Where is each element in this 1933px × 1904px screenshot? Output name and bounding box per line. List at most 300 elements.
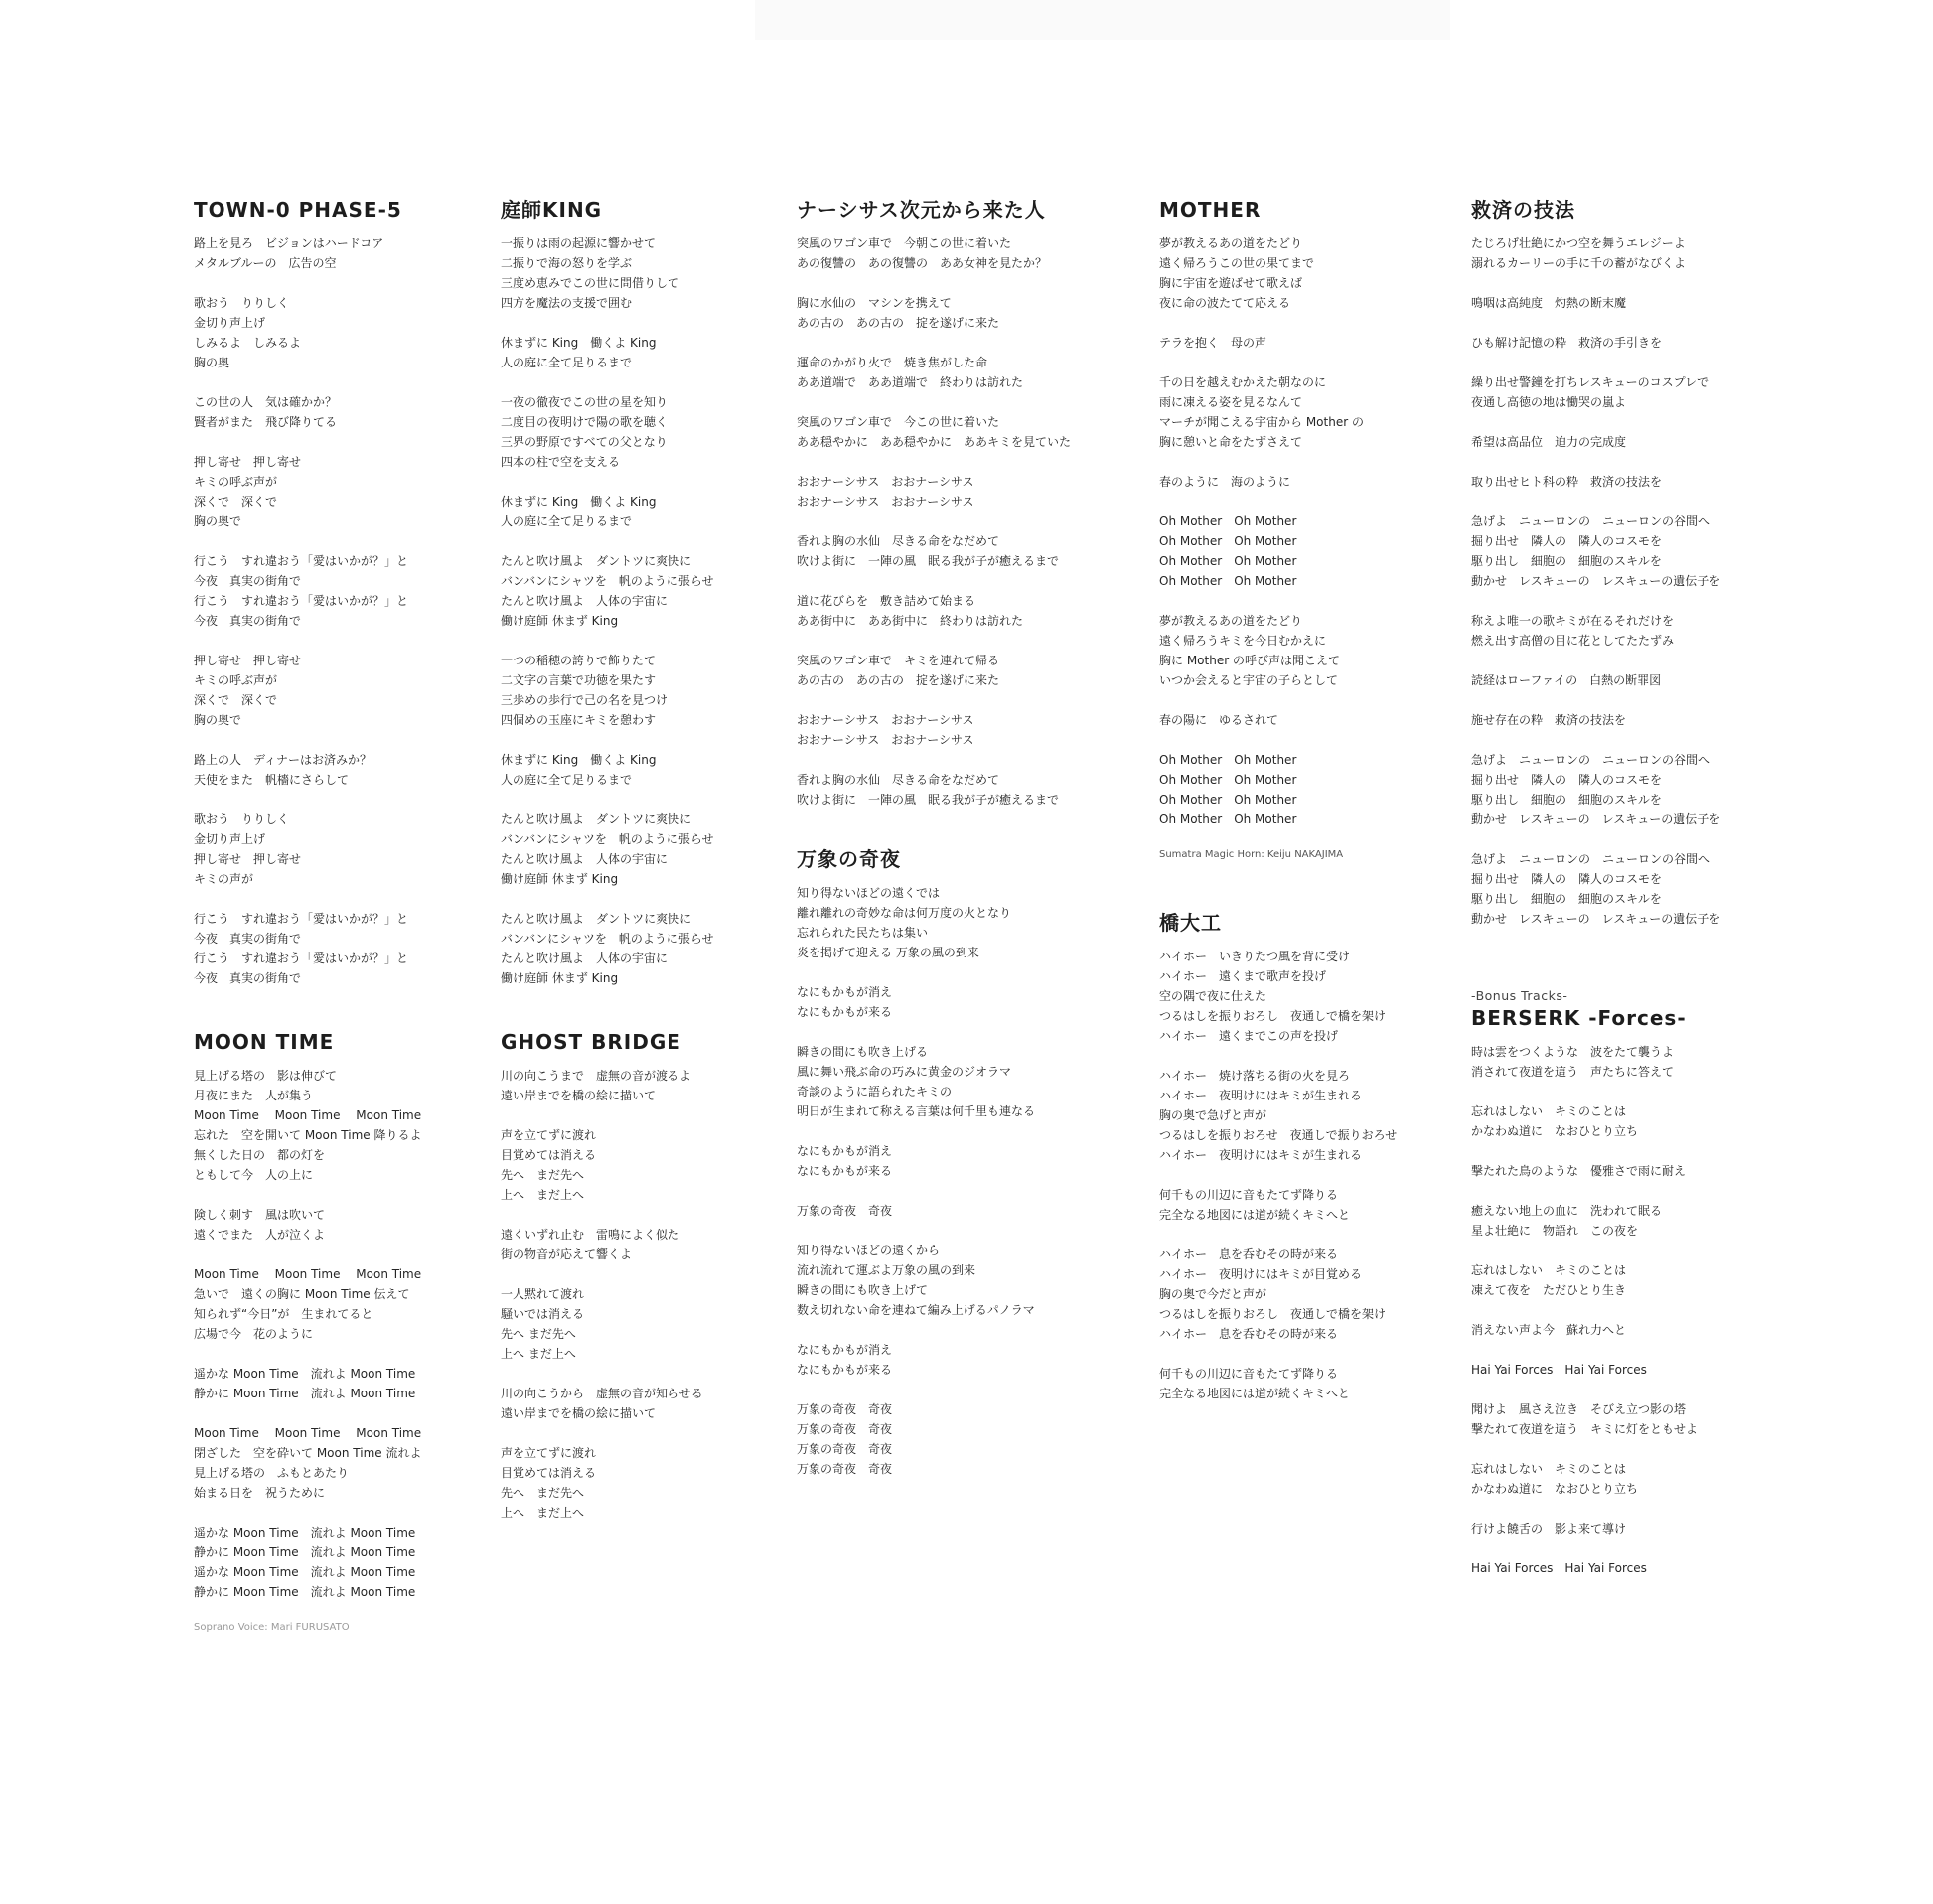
lyric-stanza bbox=[194, 809, 408, 889]
lyric-stanza bbox=[1471, 472, 1720, 492]
lyric-line: 雨に凍える姿を見るなんて bbox=[1159, 395, 1303, 409]
lyric-stanza bbox=[797, 1340, 1035, 1380]
lyric-line: 希望は高品位 迫力の完成度 bbox=[1471, 435, 1627, 449]
lyric-stanza bbox=[1471, 1101, 1698, 1141]
lyric-stanza bbox=[797, 1201, 1035, 1221]
lyric-line: 声を立てずに渡れ bbox=[501, 1446, 597, 1460]
lyric-stanza bbox=[1471, 1519, 1698, 1538]
lyric-line: テラを抱く 母の声 bbox=[1159, 336, 1267, 350]
lyric-line: 広場で今 花のように bbox=[194, 1327, 314, 1341]
song-kyuusai-no-gihou bbox=[1471, 197, 1720, 949]
lyric-line: 忘れられた民たちは集い bbox=[797, 926, 929, 940]
lyric-line: ハイホー 夜明けにはキミが目覚める bbox=[1159, 1267, 1363, 1281]
lyric-stanza bbox=[797, 770, 1071, 809]
lyric-line: あの古の あの古の 掟を遂げに来た bbox=[797, 673, 1000, 687]
lyric-line: 掘り出せ 隣人の 隣人のコスモを bbox=[1471, 872, 1663, 886]
lyric-stanza bbox=[501, 1225, 703, 1264]
lyric-line: Moon Time Moon Time Moon Time bbox=[194, 1108, 422, 1122]
lyric-stanza bbox=[194, 233, 408, 273]
lyric-line: 目覚めては消える bbox=[501, 1148, 597, 1162]
lyric-line: 動かせ レスキューの レスキューの遺伝子を bbox=[1471, 912, 1721, 926]
lyric-line: 吹けよ街に 一陣の風 眠る我が子が癒えるまで bbox=[797, 793, 1060, 806]
lyric-line: 瞬きの間にも吹き上げる bbox=[797, 1045, 929, 1059]
lyric-line: 深くで 深くで bbox=[194, 495, 278, 509]
lyric-stanza bbox=[1159, 512, 1364, 591]
lyric-line: 急げよ ニューロンの ニューロンの谷間へ bbox=[1471, 852, 1710, 866]
lyric-line: 胸の奥 bbox=[194, 356, 230, 369]
lyric-line: 路上を見ろ ビジョンはハードコア bbox=[194, 236, 384, 250]
lyric-line: 押し寄せ 押し寄せ bbox=[194, 654, 302, 667]
lyric-line: 休まずに King 働くよ King bbox=[501, 336, 657, 350]
lyric-line: 夢が教えるあの道をたどり bbox=[1159, 614, 1303, 628]
lyric-line: 今夜 真実の街角で bbox=[194, 932, 302, 946]
lyric-stanza bbox=[797, 293, 1071, 333]
lyric-stanza bbox=[1471, 1399, 1698, 1439]
song-town-0-phase-5 bbox=[194, 197, 408, 1008]
lyric-line: 深くで 深くで bbox=[194, 693, 278, 707]
lyric-line: おおナーシサス おおナーシサス bbox=[797, 475, 974, 489]
lyric-line: 四個めの玉座にキミを憩わす bbox=[501, 713, 657, 727]
lyric-stanza bbox=[1471, 1360, 1698, 1380]
lyric-line: 二度目の夜明けで陽の歌を聴く bbox=[501, 415, 669, 429]
lyric-stanza bbox=[797, 353, 1071, 392]
lyric-line: 凍えて夜を ただひとり生き bbox=[1471, 1283, 1627, 1297]
lyric-line: 胸に水仙の マシンを携えて bbox=[797, 296, 952, 310]
lyric-line: Moon Time Moon Time Moon Time bbox=[194, 1426, 422, 1440]
lyric-line: ああ道端で ああ道端で 終わりは訪れた bbox=[797, 375, 1024, 389]
lyric-line: 行こう すれ違おう「愛はいかが？」と bbox=[194, 952, 409, 965]
song-title: TOWN-0 PHASE-5 bbox=[194, 198, 402, 221]
lyric-line: この世の人 気は確かか？ bbox=[194, 395, 338, 409]
lyric-stanza bbox=[501, 809, 714, 889]
lyric-line: 川の向こうまで 虚無の音が渡るよ bbox=[501, 1069, 692, 1083]
lyric-line: 一人黙れて渡れ bbox=[501, 1287, 585, 1301]
lyric-line: 金切り声上げ bbox=[194, 316, 266, 330]
lyric-stanza bbox=[797, 651, 1071, 690]
lyric-line: 燃え出す高僧の目に花としてたたずみ bbox=[1471, 634, 1675, 648]
lyric-line: 上へ まだ上へ bbox=[501, 1188, 585, 1202]
song-berserk-forces bbox=[1471, 987, 1698, 1598]
lyric-line: 掘り出せ 隣人の 隣人のコスモを bbox=[1471, 773, 1663, 787]
lyric-stanza bbox=[1471, 1260, 1698, 1300]
lyric-line: 声を立てずに渡れ bbox=[501, 1128, 597, 1142]
lyric-stanza bbox=[1159, 472, 1364, 492]
lyric-line: 街の物音が応えて響くよ bbox=[501, 1247, 633, 1261]
lyric-line: 今夜 真実の街角で bbox=[194, 574, 302, 588]
lyric-line: 胸の奥で bbox=[194, 514, 242, 528]
lyric-stanza bbox=[1471, 512, 1720, 591]
lyric-stanza bbox=[1471, 233, 1720, 273]
lyric-stanza bbox=[1471, 710, 1720, 730]
lyric-line: ハイホー 息を呑むその時が来る bbox=[1159, 1327, 1339, 1341]
lyric-line: 道に花びらを 敷き詰めて始まる bbox=[797, 594, 976, 608]
lyric-line: 今夜 真実の街角で bbox=[194, 614, 302, 628]
lyric-stanza bbox=[501, 1066, 703, 1105]
lyric-line: 吹けよ街に 一陣の風 眠る我が子が癒えるまで bbox=[797, 554, 1060, 568]
lyric-line: 遠い岸までを橋の絵に描いて bbox=[501, 1089, 657, 1102]
lyric-stanza bbox=[1159, 947, 1397, 1046]
lyric-stanza bbox=[797, 982, 1035, 1022]
lyric-line: 無くした日の 都の灯を bbox=[194, 1148, 326, 1162]
lyric-line: 静かに Moon Time 流れよ Moon Time bbox=[194, 1585, 416, 1599]
lyric-line: 歌おう りりしく bbox=[194, 812, 290, 826]
song-ghost-bridge bbox=[501, 1029, 703, 1542]
lyric-line: 閉ざした 空を砕いて Moon Time 流れよ bbox=[194, 1446, 422, 1460]
lyric-stanza bbox=[1159, 1364, 1397, 1403]
lyric-line: あの復讐の あの復讐の ああ女神を見たか？ bbox=[797, 256, 1048, 270]
lyric-line: 忘れはしない キミのことは bbox=[1471, 1462, 1627, 1476]
song-title: MOON TIME bbox=[194, 1030, 335, 1054]
lyric-line: 撃たれて夜道を這う キミに灯をともせよ bbox=[1471, 1422, 1699, 1436]
lyric-line: 取り出せヒト科の粋 救済の技法を bbox=[1471, 475, 1663, 489]
lyric-line: 何千もの川辺に音もたてず降りる bbox=[1159, 1188, 1339, 1202]
lyric-line: Hai Yai Forces Hai Yai Forces bbox=[1471, 1363, 1647, 1377]
lyric-line: 運命のかがり火で 焼き焦がした命 bbox=[797, 356, 988, 369]
lyric-stanza bbox=[194, 551, 408, 631]
lyric-stanza bbox=[797, 710, 1071, 750]
lyric-line: かなわぬ道に なおひとり立ち bbox=[1471, 1124, 1639, 1138]
lyric-line: キミの呼ぶ声が bbox=[194, 475, 278, 489]
lyric-stanza bbox=[797, 233, 1071, 273]
song-title: 庭師KING bbox=[501, 198, 603, 221]
lyric-line: 香れよ胸の水仙 尽きる命をなだめて bbox=[797, 534, 1000, 548]
lyric-stanza bbox=[501, 1384, 703, 1423]
lyric-line: 奇談のように語られたキミの bbox=[797, 1085, 953, 1098]
lyric-line: 騒いでは消える bbox=[501, 1307, 585, 1321]
lyric-line: なにもかもが来る bbox=[797, 1363, 893, 1377]
lyric-line: 胸の奥で bbox=[194, 713, 242, 727]
lyric-line: なにもかもが消え bbox=[797, 1343, 893, 1357]
top-scan-shadow bbox=[755, 0, 1450, 40]
lyric-line: 突風のワゴン車で キミを連れて帰る bbox=[797, 654, 1000, 667]
lyric-line: 遠い岸までを橋の絵に描いて bbox=[501, 1406, 657, 1420]
lyric-stanza bbox=[797, 531, 1071, 571]
lyric-line: なにもかもが来る bbox=[797, 1005, 893, 1019]
lyric-line: 星よ壮絶に 物語れ この夜を bbox=[1471, 1224, 1639, 1238]
lyric-line: 繰り出せ警鐘を打ちレスキューのコスプレで bbox=[1471, 375, 1710, 389]
lyric-line: 千の日を越えむかえた朝なのに bbox=[1159, 375, 1327, 389]
lyric-line: ああ街中に ああ街中に 終わりは訪れた bbox=[797, 614, 1024, 628]
lyric-stanza bbox=[797, 591, 1071, 631]
lyric-line: メタルブルーの 広告の空 bbox=[194, 256, 337, 270]
lyric-line: 金切り声上げ bbox=[194, 832, 266, 846]
lyric-line: 忘れはしない キミのことは bbox=[1471, 1263, 1627, 1277]
lyric-line: 上へ まだ上へ bbox=[501, 1506, 585, 1520]
lyric-stanza bbox=[1159, 1066, 1397, 1165]
lyric-line: 撃たれた鳥のような 優雅さで雨に耐え bbox=[1471, 1164, 1687, 1178]
lyric-line: たんと吹け風よ ダントツに爽快に bbox=[501, 812, 692, 826]
lyric-line: 聞けよ 風さえ泣き そびえ立つ影の塔 bbox=[1471, 1402, 1687, 1416]
lyric-line: 遠く帰ろうキミを今日むかえに bbox=[1159, 634, 1327, 648]
lyric-line: 春の陽に ゆるされて bbox=[1159, 713, 1279, 727]
lyric-stanza bbox=[1471, 670, 1720, 690]
song-mother bbox=[1159, 197, 1364, 860]
lyric-line: 急げよ ニューロンの ニューロンの谷間へ bbox=[1471, 514, 1710, 528]
lyric-stanza bbox=[194, 1364, 421, 1403]
lyric-line: 賢者がまた 飛び降りてる bbox=[194, 415, 338, 429]
lyric-line: 風に舞い飛ぶ命の巧みに黄金のジオラマ bbox=[797, 1065, 1012, 1079]
lyric-line: 万象の奇夜 奇夜 bbox=[797, 1462, 893, 1476]
lyric-line: 完全なる地図には道が続くキミへと bbox=[1159, 1387, 1351, 1400]
lyric-stanza bbox=[1471, 1042, 1698, 1082]
lyric-stanza bbox=[1159, 611, 1364, 690]
lyric-line: おおナーシサス おおナーシサス bbox=[797, 733, 974, 747]
lyric-stanza bbox=[1159, 1245, 1397, 1344]
lyric-line: 夢が教えるあの道をたどり bbox=[1159, 236, 1303, 250]
lyric-line: 胸に憩いと命をたずさえて bbox=[1159, 435, 1303, 449]
lyric-stanza bbox=[1159, 333, 1364, 353]
song-title: 救済の技法 bbox=[1471, 198, 1575, 221]
lyric-line: 遥かな Moon Time 流れよ Moon Time bbox=[194, 1526, 416, 1539]
lyric-line: かなわぬ道に なおひとり立ち bbox=[1471, 1482, 1639, 1496]
lyric-stanza bbox=[501, 651, 714, 730]
lyric-line: Oh Mother Oh Mother bbox=[1159, 514, 1297, 528]
lyric-stanza bbox=[1471, 333, 1720, 353]
lyric-line: 明日が生まれて称える言葉は何千里も連なる bbox=[797, 1104, 1036, 1118]
lyric-stanza bbox=[194, 293, 408, 372]
lyric-line: 上へ まだ上へ bbox=[501, 1347, 576, 1361]
lyric-line: バンバンにシャツを 帆のように張らせ bbox=[501, 574, 714, 588]
lyric-stanza bbox=[194, 1423, 421, 1503]
lyric-stanza bbox=[501, 333, 714, 372]
lyric-stanza bbox=[1471, 1320, 1698, 1340]
lyric-stanza bbox=[797, 1241, 1035, 1320]
lyric-stanza bbox=[194, 1066, 421, 1185]
lyric-line: ハイホー 焼け落ちる街の火を見ろ bbox=[1159, 1069, 1351, 1083]
lyric-line: 溺れるカーリーの手に千の蓄がなびくよ bbox=[1471, 256, 1687, 270]
lyric-line: 行けよ饒舌の 影よ来て導け bbox=[1471, 1522, 1627, 1536]
lyric-line: Oh Mother Oh Mother bbox=[1159, 554, 1297, 568]
lyric-line: 休まずに King 働くよ King bbox=[501, 495, 657, 509]
lyric-line: 二振りで海の怒りを学ぶ bbox=[501, 256, 633, 270]
lyric-line: あの古の あの古の 掟を遂げに来た bbox=[797, 316, 1000, 330]
lyric-line: 香れよ胸の水仙 尽きる命をなだめて bbox=[797, 773, 1000, 787]
lyric-line: ハイホー 遠くまでこの声を投げ bbox=[1159, 1029, 1339, 1043]
lyric-line: 静かに Moon Time 流れよ Moon Time bbox=[194, 1545, 416, 1559]
lyric-line: 読経はローファイの 白熱の断罪図 bbox=[1471, 673, 1662, 687]
lyric-stanza bbox=[797, 1141, 1035, 1181]
lyric-line: 何千もの川辺に音もたてず降りる bbox=[1159, 1367, 1339, 1381]
song-title: ナーシサス次元から来た人 bbox=[797, 198, 1046, 221]
lyric-line: つるはしを振りおろせ 夜通しで振りおろせ bbox=[1159, 1128, 1398, 1142]
lyric-line: 万象の奇夜 奇夜 bbox=[797, 1422, 893, 1436]
lyric-line: 掘り出せ 隣人の 隣人のコスモを bbox=[1471, 534, 1663, 548]
lyric-line: Hai Yai Forces Hai Yai Forces bbox=[1471, 1561, 1647, 1575]
lyric-line: 流れ流れて運ぶよ万象の風の到来 bbox=[797, 1263, 976, 1277]
lyric-line: 今夜 真実の街角で bbox=[194, 971, 302, 985]
lyric-line: 二文字の言葉で功徳を果たす bbox=[501, 673, 657, 687]
lyric-line: 遠くいずれ止む 雷鳴によく似た bbox=[501, 1228, 680, 1242]
lyric-stanza bbox=[194, 909, 408, 988]
lyric-line: Oh Mother Oh Mother bbox=[1159, 773, 1297, 787]
lyric-line: 人の庭に全て足りるまで bbox=[501, 514, 633, 528]
lyric-stanza bbox=[1159, 750, 1364, 829]
lyric-line: 胸に宇宙を遊ばせて歌えば bbox=[1159, 276, 1303, 290]
lyric-line: 目覚めては消える bbox=[501, 1466, 597, 1480]
lyric-line: 知られず“今日”が 生まれてると bbox=[194, 1307, 373, 1321]
lyric-line: 先へ まだ先へ bbox=[501, 1327, 576, 1341]
bonus-tracks-label: -Bonus Tracks- bbox=[1471, 988, 1568, 1003]
lyric-line: 人の庭に全て足りるまで bbox=[501, 356, 633, 369]
lyric-line: 働け庭師 休まず King bbox=[501, 971, 619, 985]
song-title: 橋大工 bbox=[1159, 911, 1222, 935]
song-title: BERSERK -Forces- bbox=[1471, 1006, 1687, 1030]
lyric-line: 消えない声よ今 蘇れ力へと bbox=[1471, 1323, 1627, 1337]
lyric-stanza bbox=[1471, 372, 1720, 412]
lyric-line: 険しく刺す 風は吹いて bbox=[194, 1208, 326, 1222]
lyric-line: 炎を掲げて迎える 万象の風の到来 bbox=[797, 946, 979, 959]
song-hashi-daiku bbox=[1159, 910, 1397, 1423]
lyric-stanza bbox=[194, 1205, 421, 1245]
lyric-line: 空の隅で夜に仕えた bbox=[1159, 989, 1267, 1003]
lyric-line: 静かに Moon Time 流れよ Moon Time bbox=[194, 1387, 416, 1400]
lyric-line: 忘れはしない キミのことは bbox=[1471, 1104, 1627, 1118]
song-narcissus bbox=[797, 197, 1071, 829]
lyric-stanza bbox=[194, 1264, 421, 1344]
lyric-line: たじろげ壮絶にかつ空を舞うエレジーよ bbox=[1471, 236, 1686, 250]
lyric-line: 急いで 遠くの胸に Moon Time 伝えて bbox=[194, 1287, 410, 1301]
lyric-line: 時は雲をつくような 波をたて襲うよ bbox=[1471, 1045, 1675, 1059]
lyric-line: 行こう すれ違おう「愛はいかが？」と bbox=[194, 912, 409, 926]
lyric-line: 駆り出し 細胞の 細胞のスキルを bbox=[1471, 793, 1662, 806]
lyric-line: 三歩めの歩行で己の名を見つけ bbox=[501, 693, 669, 707]
lyric-line: つるはしを振りおろし 夜通しで橋を架け bbox=[1159, 1307, 1387, 1321]
song-niwashi-king bbox=[501, 197, 714, 1008]
lyric-line: 休まずに King 働くよ King bbox=[501, 753, 657, 767]
lyric-stanza bbox=[501, 750, 714, 790]
lyric-stanza bbox=[1159, 1185, 1397, 1225]
lyric-line: 三界の野原ですべての父となり bbox=[501, 435, 668, 449]
lyric-line: 完全なる地図には道が続くキミへと bbox=[1159, 1208, 1351, 1222]
lyric-stanza bbox=[501, 392, 714, 472]
lyric-line: 癒えない地上の血に 洗われて眠る bbox=[1471, 1204, 1663, 1218]
lyric-line: 見上げる塔の ふもとあたり bbox=[194, 1466, 350, 1480]
lyric-stanza bbox=[194, 750, 408, 790]
song-title: MOTHER bbox=[1159, 198, 1262, 221]
lyric-line: 先へ まだ先へ bbox=[501, 1168, 585, 1182]
lyric-stanza bbox=[797, 1399, 1035, 1479]
lyric-line: ハイホー 夜明けにはキミが生まれる bbox=[1159, 1089, 1363, 1102]
lyric-line: バンバンにシャツを 帆のように張らせ bbox=[501, 832, 714, 846]
lyric-line: 知り得ないほどの遠くでは bbox=[797, 886, 941, 900]
lyric-line: Oh Mother Oh Mother bbox=[1159, 574, 1297, 588]
lyric-stanza bbox=[194, 651, 408, 730]
lyric-line: Moon Time Moon Time Moon Time bbox=[194, 1267, 422, 1281]
lyric-stanza bbox=[1471, 1558, 1698, 1578]
lyric-line: 動かせ レスキューの レスキューの遺伝子を bbox=[1471, 574, 1721, 588]
lyric-line: Oh Mother Oh Mother bbox=[1159, 534, 1297, 548]
lyric-stanza bbox=[1471, 1201, 1698, 1241]
lyric-line: 施せ存在の粋 救済の技法を bbox=[1471, 713, 1627, 727]
lyric-line: しみるよ しみるよ bbox=[194, 336, 302, 350]
lyric-stanza bbox=[797, 412, 1071, 452]
lyric-line: 行こう すれ違おう「愛はいかが？」と bbox=[194, 594, 409, 608]
lyric-stanza bbox=[797, 1042, 1035, 1121]
lyric-stanza bbox=[1159, 372, 1364, 452]
lyric-line: マーチが聞こえる宇宙から Mother の bbox=[1159, 415, 1364, 429]
lyric-line: 一夜の徹夜でこの世の星を知り bbox=[501, 395, 669, 409]
lyric-line: 遥かな Moon Time 流れよ Moon Time bbox=[194, 1565, 416, 1579]
lyric-stanza bbox=[1471, 611, 1720, 651]
lyric-stanza bbox=[501, 1443, 703, 1523]
lyric-line: 月夜にまた 人が集う bbox=[194, 1089, 314, 1102]
lyric-line: 遠くでまた 人が泣くよ bbox=[194, 1228, 326, 1242]
lyric-stanza bbox=[501, 1284, 703, 1364]
performer-credit: Soprano Voice: Mari FURUSATO bbox=[194, 1622, 350, 1633]
lyric-line: バンバンにシャツを 帆のように張らせ bbox=[501, 932, 714, 946]
lyric-line: 見上げる塔の 影は伸びて bbox=[194, 1069, 338, 1083]
lyric-line: いつか会えると宇宙の子らとして bbox=[1159, 673, 1339, 687]
lyric-stanza bbox=[501, 492, 714, 531]
lyric-line: 行こう すれ違おう「愛はいかが？」と bbox=[194, 554, 409, 568]
lyric-stanza bbox=[1159, 233, 1364, 313]
lyric-line: たんと吹け風よ 人体の宇宙に bbox=[501, 852, 669, 866]
lyric-line: 押し寄せ 押し寄せ bbox=[194, 852, 302, 866]
lyric-line: おおナーシサス おおナーシサス bbox=[797, 495, 974, 509]
lyric-line: 万象の奇夜 奇夜 bbox=[797, 1204, 893, 1218]
lyric-line: たんと吹け風よ ダントツに爽快に bbox=[501, 912, 692, 926]
lyric-line: 四本の柱で空を支える bbox=[501, 455, 621, 469]
lyric-line: ともして今 人の上に bbox=[194, 1168, 314, 1182]
lyric-line: 突風のワゴン車で 今この世に着いた bbox=[797, 415, 1000, 429]
lyric-stanza bbox=[501, 1125, 703, 1205]
lyric-line: キミの声が bbox=[194, 872, 254, 886]
lyric-line: つるはしを振りおろし 夜通しで橋を架け bbox=[1159, 1009, 1387, 1023]
lyric-stanza bbox=[797, 472, 1071, 512]
lyric-line: 離れ離れの奇妙な命は何万度の火となり bbox=[797, 906, 1012, 920]
lyric-line: 一振りは雨の起源に響かせて bbox=[501, 236, 657, 250]
lyric-line: 遠く帰ろうこの世の果てまで bbox=[1159, 256, 1315, 270]
lyric-stanza bbox=[501, 233, 714, 313]
lyric-line: 数え切れない命を連ねて編み上げるパノラマ bbox=[797, 1303, 1035, 1317]
lyric-line: 万象の奇夜 奇夜 bbox=[797, 1402, 893, 1416]
lyric-line: ハイホー 夜明けにはキミが生まれる bbox=[1159, 1148, 1363, 1162]
song-moon-time bbox=[194, 1029, 421, 1633]
lyric-line: 路上の人 ディナーはお済みか？ bbox=[194, 753, 372, 767]
lyric-line: 一つの稲穂の誇りで飾りたて bbox=[501, 654, 657, 667]
lyric-line: 瞬きの間にも吹き上げて bbox=[797, 1283, 929, 1297]
lyric-stanza bbox=[797, 883, 1035, 962]
lyric-stanza bbox=[1471, 1161, 1698, 1181]
lyric-stanza bbox=[1159, 710, 1364, 730]
lyric-line: 胸の奥で今だと声が bbox=[1159, 1287, 1267, 1301]
lyric-line: 称えよ唯一の歌キミが在るそれだけを bbox=[1471, 614, 1675, 628]
lyric-line: たんと吹け風よ 人体の宇宙に bbox=[501, 594, 669, 608]
lyric-line: 夜に命の波たてて応える bbox=[1159, 296, 1291, 310]
lyric-line: 先へ まだ先へ bbox=[501, 1486, 585, 1500]
lyric-line: キミの呼ぶ声が bbox=[194, 673, 278, 687]
lyric-line: 消されて夜道を這う 声たちに答えて bbox=[1471, 1065, 1675, 1079]
lyric-line: 四方を魔法の支援で囲む bbox=[501, 296, 633, 310]
lyric-line: 忘れた 空を開いて Moon Time 降りるよ bbox=[194, 1128, 422, 1142]
lyric-line: 川の向こうから 虚無の音が知らせる bbox=[501, 1387, 703, 1400]
lyric-line: 人の庭に全て足りるまで bbox=[501, 773, 633, 787]
lyric-line: 突風のワゴン車で 今朝この世に着いた bbox=[797, 236, 1012, 250]
song-title: GHOST BRIDGE bbox=[501, 1030, 681, 1054]
lyric-line: なにもかもが来る bbox=[797, 1164, 893, 1178]
lyric-stanza bbox=[194, 392, 408, 432]
song-title: 万象の奇夜 bbox=[797, 847, 901, 871]
lyric-line: 胸の奥で急げと声が bbox=[1159, 1108, 1267, 1122]
lyric-line: ハイホー 息を呑むその時が来る bbox=[1159, 1247, 1339, 1261]
lyric-line: 押し寄せ 押し寄せ bbox=[194, 455, 302, 469]
lyric-line: 急げよ ニューロンの ニューロンの谷間へ bbox=[1471, 753, 1710, 767]
lyric-line: Oh Mother Oh Mother bbox=[1159, 753, 1297, 767]
lyric-line: 動かせ レスキューの レスキューの遺伝子を bbox=[1471, 812, 1721, 826]
lyric-line: 鳴咽は高純度 灼熱の断末魔 bbox=[1471, 296, 1627, 310]
lyric-line: 働け庭師 休まず King bbox=[501, 872, 619, 886]
lyric-stanza bbox=[501, 909, 714, 988]
